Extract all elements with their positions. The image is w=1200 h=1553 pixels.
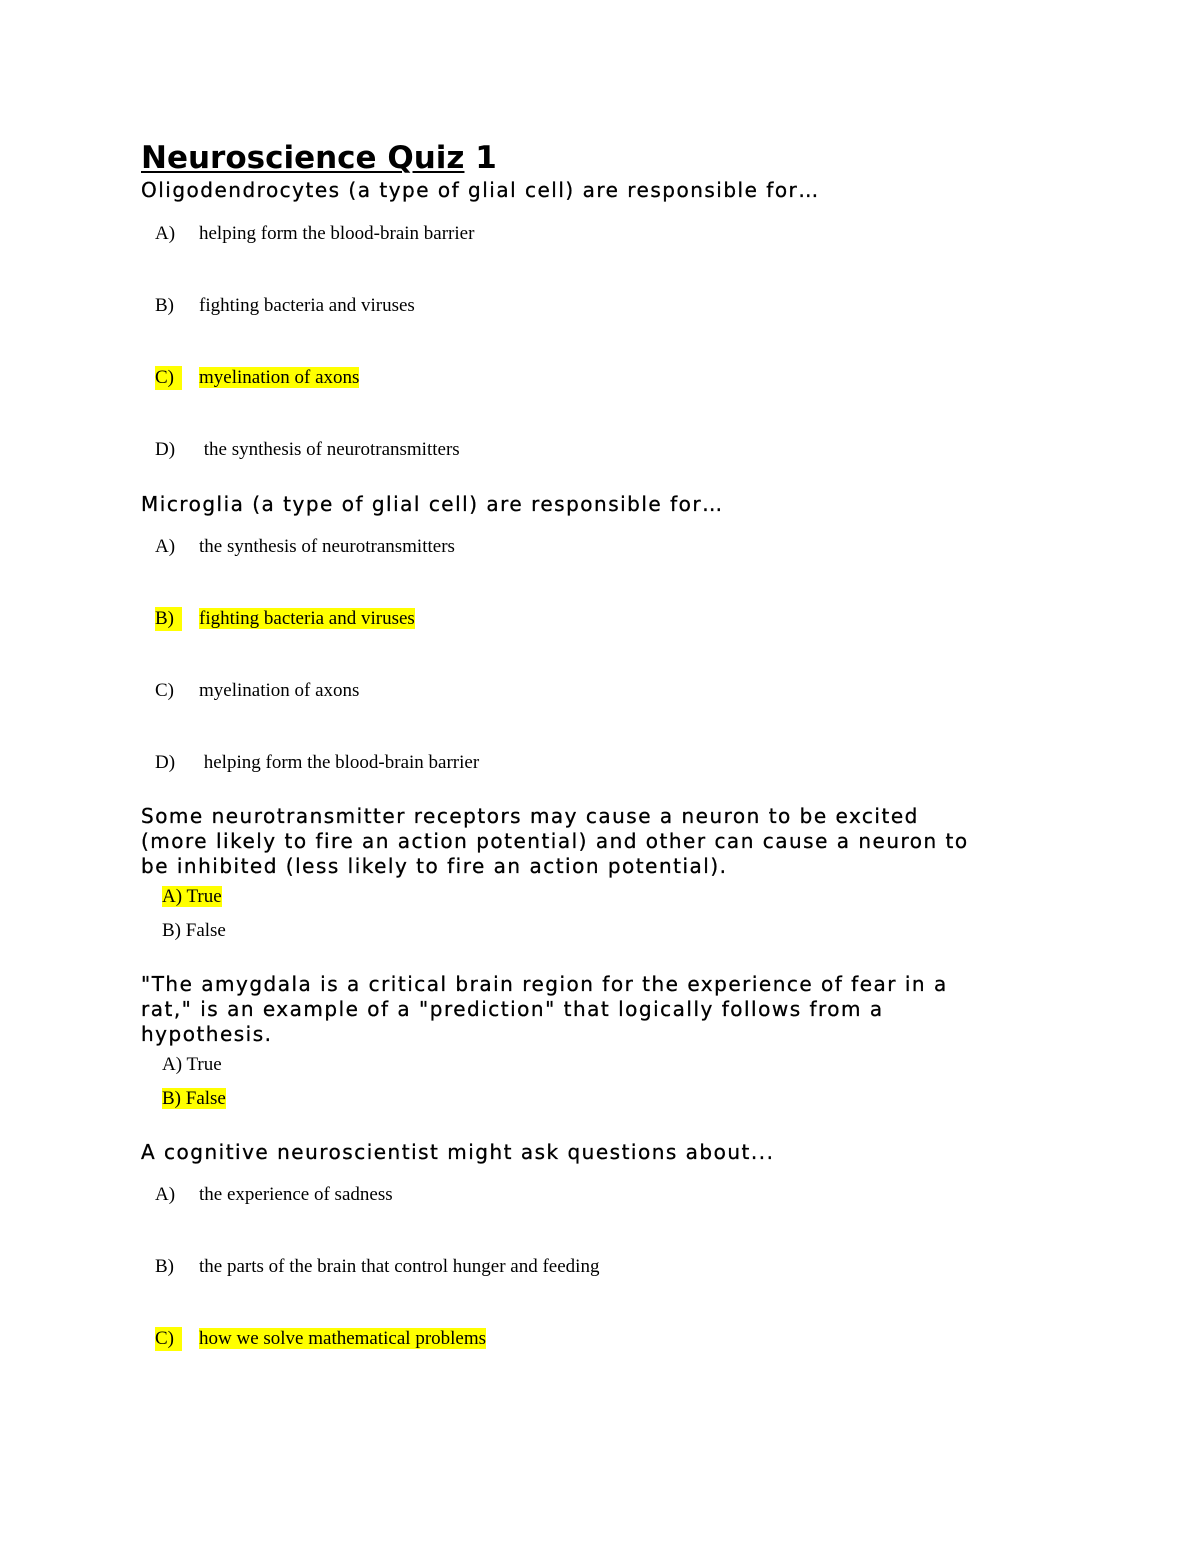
option-text: helping form the blood-brain barrier: [199, 752, 480, 773]
option-text: helping form the blood-brain barrier: [199, 223, 475, 244]
question-3-prompt-line-1: Some neurotransmitter receptors may cause a neuron to be excited: [141, 804, 919, 828]
option-text: the parts of the brain that control hunger and feeding: [199, 1256, 600, 1277]
q3-option-true[interactable]: [162, 885, 222, 909]
q5-option-c[interactable]: [155, 1327, 486, 1351]
question-4-prompt-line-1: "The amygdala is a critical brain region for the experience of fear in a: [141, 972, 948, 996]
title-number: 1: [475, 140, 497, 176]
q2-option-c[interactable]: [155, 679, 359, 703]
option-text: fighting bacteria and viruses: [199, 295, 415, 316]
page-title: [141, 138, 497, 178]
option-letter: A): [155, 1184, 176, 1205]
question-2-prompt: Microglia (a type of glial cell) are responsible for…: [141, 492, 724, 516]
option-text: the synthesis of neurotransmitters: [199, 536, 455, 557]
q4-option-true[interactable]: [162, 1053, 222, 1077]
option-letter: A): [155, 536, 176, 557]
option-text: the experience of sadness: [199, 1184, 393, 1205]
q2-option-d[interactable]: [155, 751, 479, 775]
option-text: myelination of axons: [199, 367, 360, 388]
option-text: B) False: [162, 920, 226, 941]
question-4-prompt-line-3: hypothesis.: [141, 1022, 273, 1046]
option-text: A) True: [162, 1054, 222, 1075]
question-4-prompt-line-2: rat," is an example of a "prediction" that logically follows from a: [141, 997, 884, 1021]
option-letter: C): [155, 680, 174, 701]
question-1-prompt: Oligodendrocytes (a type of glial cell) are responsible for…: [141, 178, 820, 202]
q1-option-d[interactable]: [155, 438, 460, 462]
option-letter: B): [155, 295, 174, 316]
q1-option-c[interactable]: [155, 366, 359, 390]
question-3-prompt-line-2: (more likely to fire an action potential) and other can cause a neuron to: [141, 829, 969, 853]
option-letter: C): [155, 366, 182, 390]
option-letter: D): [155, 752, 176, 773]
question-5-prompt: A cognitive neuroscientist might ask questions about...: [141, 1140, 775, 1164]
option-letter: B): [155, 607, 182, 631]
title-text: Neuroscience Quiz: [141, 140, 465, 176]
q2-option-a[interactable]: [155, 535, 455, 559]
q3-option-false[interactable]: [162, 919, 226, 943]
option-text: how we solve mathematical problems: [199, 1328, 487, 1349]
q1-option-b[interactable]: [155, 294, 415, 318]
option-letter: D): [155, 439, 176, 460]
q1-option-a[interactable]: [155, 222, 474, 246]
option-letter: B): [155, 1256, 174, 1277]
question-3-prompt-line-3: be inhibited (less likely to fire an action potential).: [141, 854, 728, 878]
q5-option-b[interactable]: [155, 1255, 599, 1279]
q4-option-false[interactable]: [162, 1087, 226, 1111]
option-text: B) False: [162, 1088, 226, 1109]
option-text: the synthesis of neurotransmitters: [199, 439, 460, 460]
option-text: fighting bacteria and viruses: [199, 608, 415, 629]
option-letter: C): [155, 1327, 182, 1351]
option-text: myelination of axons: [199, 680, 360, 701]
q5-option-a[interactable]: [155, 1183, 393, 1207]
option-text: A) True: [162, 886, 222, 907]
option-letter: A): [155, 223, 176, 244]
q2-option-b[interactable]: [155, 607, 415, 631]
